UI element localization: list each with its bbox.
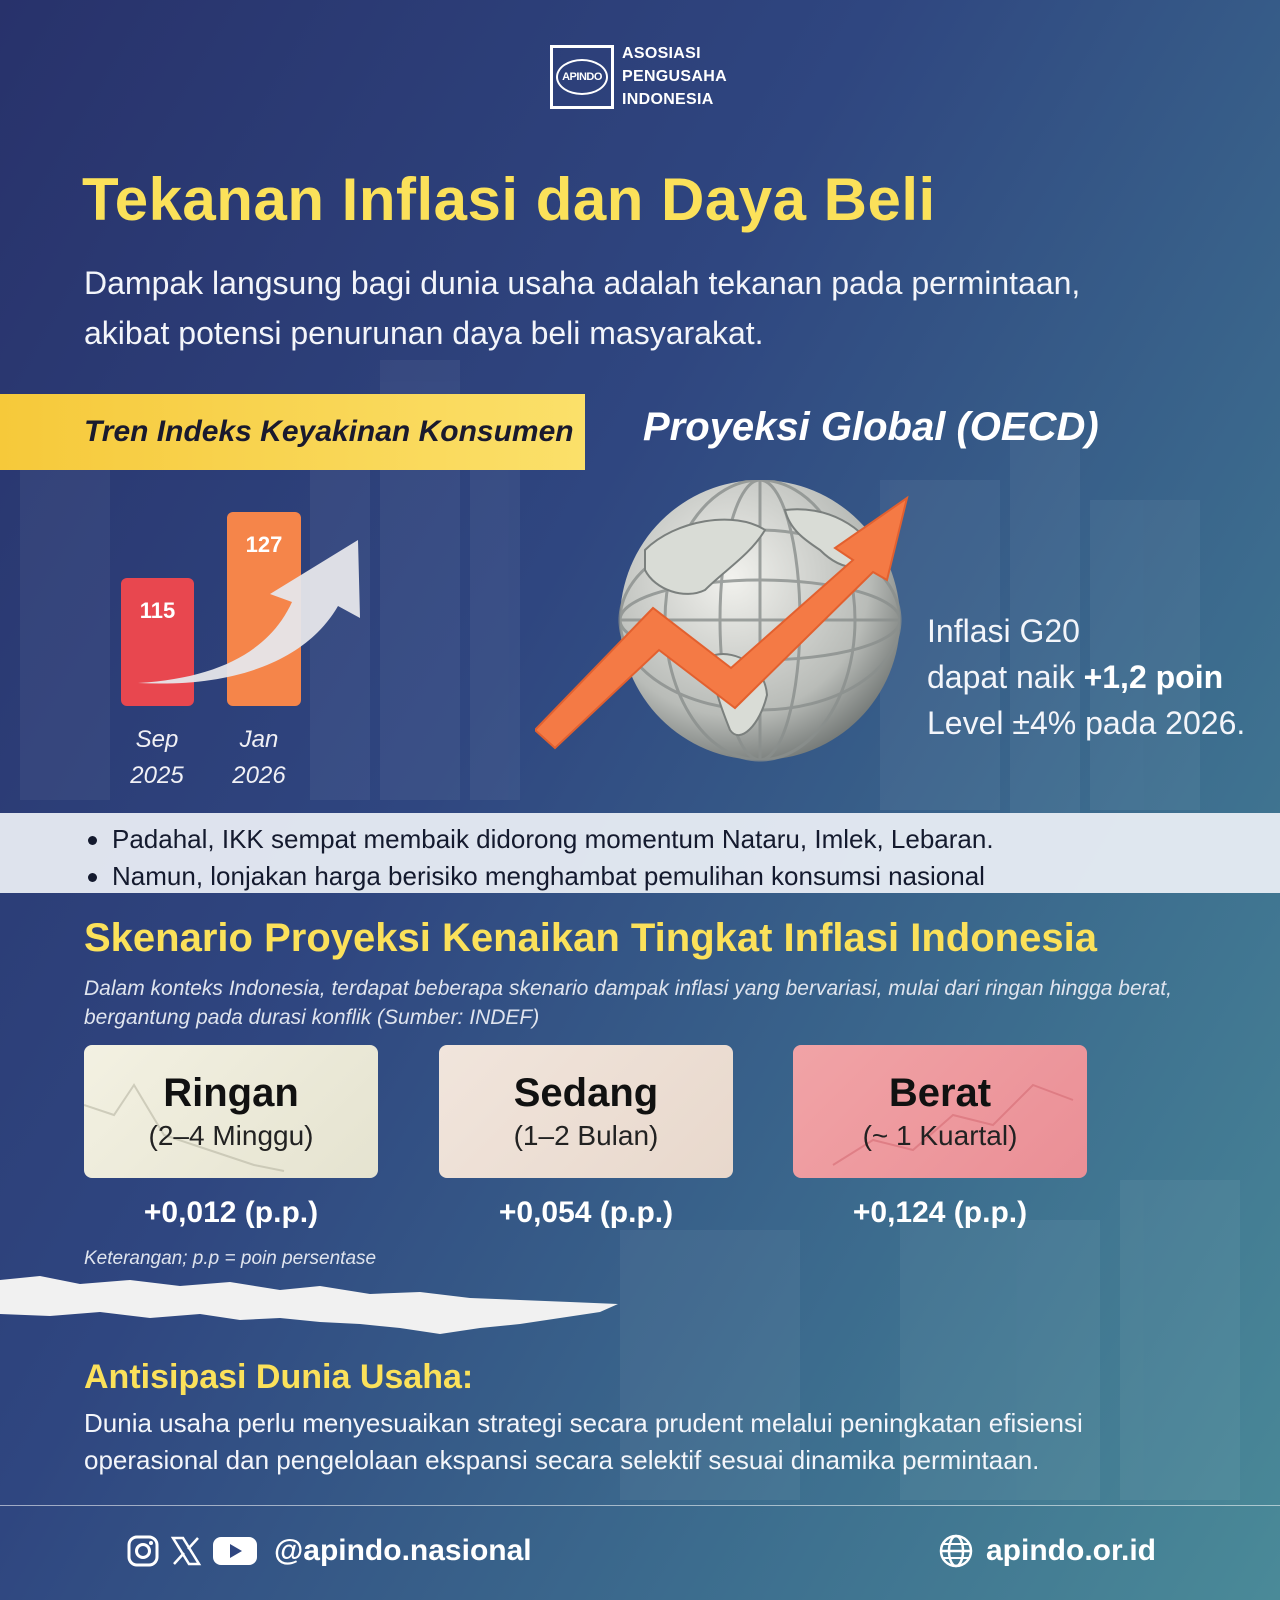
ikk-banner [0,394,585,470]
scenario-name: Sedang [513,1070,659,1115]
chart-x-label-jan [214,722,304,794]
oecd-line-2-prefix: dapat naik [927,659,1084,695]
scenario-duration: (~ 1 Kuartal) [862,1119,1018,1151]
oecd-line-2-highlight: +1,2 poin [1083,659,1224,695]
apindo-logo-mark [550,45,614,109]
oecd-line-3: Level ±4% pada 2026. [927,705,1246,741]
antisipasi-body: Dunia usaha perlu menyesuaikan strategi secara prudent melalui peningkatan efisiensi operasional dan pengelolaan ekspansi secara selektif sesuai dinamika permintaan. [84,1408,1083,1475]
chart-x-label-sep [112,722,202,794]
scenario-duration: (1–2 Bulan) [513,1119,659,1151]
apindo-logo [550,42,727,111]
logo-line-3: INDONESIA [622,91,714,108]
footer-divider [0,1505,1280,1506]
apindo-logo-mark-text: APINDO [556,59,608,95]
chart-data-label-jan: 127 [245,532,283,557]
social-links [126,1534,532,1568]
scenario-card-ringan [84,1045,378,1178]
antisipasi-title: Antisipasi Dunia Usaha: [84,1358,474,1396]
scenario-duration: (2–4 Minggu) [148,1119,314,1151]
website-url[interactable]: apindo.or.id [986,1534,1156,1567]
oecd-line-2 [927,654,1245,700]
scenario-value-berat: +0,124 (p.p.) [852,1196,1028,1229]
scenario-value-ringan: +0,012 (p.p.) [143,1196,319,1229]
page-title: Tekanan Inflasi dan Daya Beli [82,166,936,233]
bullet-item: Padahal, IKK sempat membaik didorong momentum Nataru, Imlek, Lebaran. [86,821,1280,858]
globe-icon-illustration [535,480,935,770]
globe-icon [938,1533,974,1569]
scenario-description: Dalam konteks Indonesia, terdapat beberapa skenario dampak inflasi yang bervariasi, mulai dari ringan hingga berat, bergantung pada durasi konflik (Sumber: INDEF) [84,977,1172,1029]
scenario-title: Skenario Proyeksi Kenaikan Tingkat Inflasi Indonesia [84,916,1097,960]
scenario-name: Berat [888,1070,992,1115]
apindo-logo-text [622,42,727,111]
logo-line-1: ASOSIASI [622,45,701,62]
logo-line-2: PENGUSAHA [622,68,727,85]
chart-x-label-jan-year: 2026 [232,762,286,789]
youtube-icon[interactable] [212,1534,258,1568]
oecd-title: Proyeksi Global (OECD) [643,405,1099,449]
chart-x-label-sep-month: Sep [135,726,179,753]
oecd-projection-text [927,608,1245,746]
info-bullet-band [0,813,1280,893]
scenario-card-berat [793,1045,1087,1178]
ikk-banner-label: Tren Indeks Keyakinan Konsumen [84,415,574,448]
trend-curved-arrow-icon [130,540,370,690]
website-link[interactable] [938,1533,1156,1569]
scenario-value-sedang: +0,054 (p.p.) [498,1196,674,1229]
chart-x-label-sep-year: 2025 [130,762,184,789]
page-subtitle: Dampak langsung bagi dunia usaha adalah tekanan pada permintaan, akibat potensi penurunan daya beli masyarakat. [84,265,1081,351]
chart-data-label-sep: 115 [139,598,176,623]
x-icon[interactable] [170,1535,202,1567]
bullet-item: Namun, lonjakan harga berisiko menghambat pemulihan konsumsi nasional [86,858,1280,895]
torn-paper-decoration [0,1268,640,1348]
globe-illustration [535,480,935,770]
scenario-note: Keterangan; p.p = poin persentase [84,1248,377,1269]
social-handle[interactable]: @apindo.nasional [274,1534,532,1567]
bullet-list [0,813,1280,895]
instagram-icon[interactable] [126,1534,160,1568]
scenario-name: Ringan [163,1070,299,1115]
chart-x-label-jan-month: Jan [239,726,279,753]
scenario-card-sedang [439,1045,733,1178]
oecd-line-1: Inflasi G20 [927,613,1080,649]
